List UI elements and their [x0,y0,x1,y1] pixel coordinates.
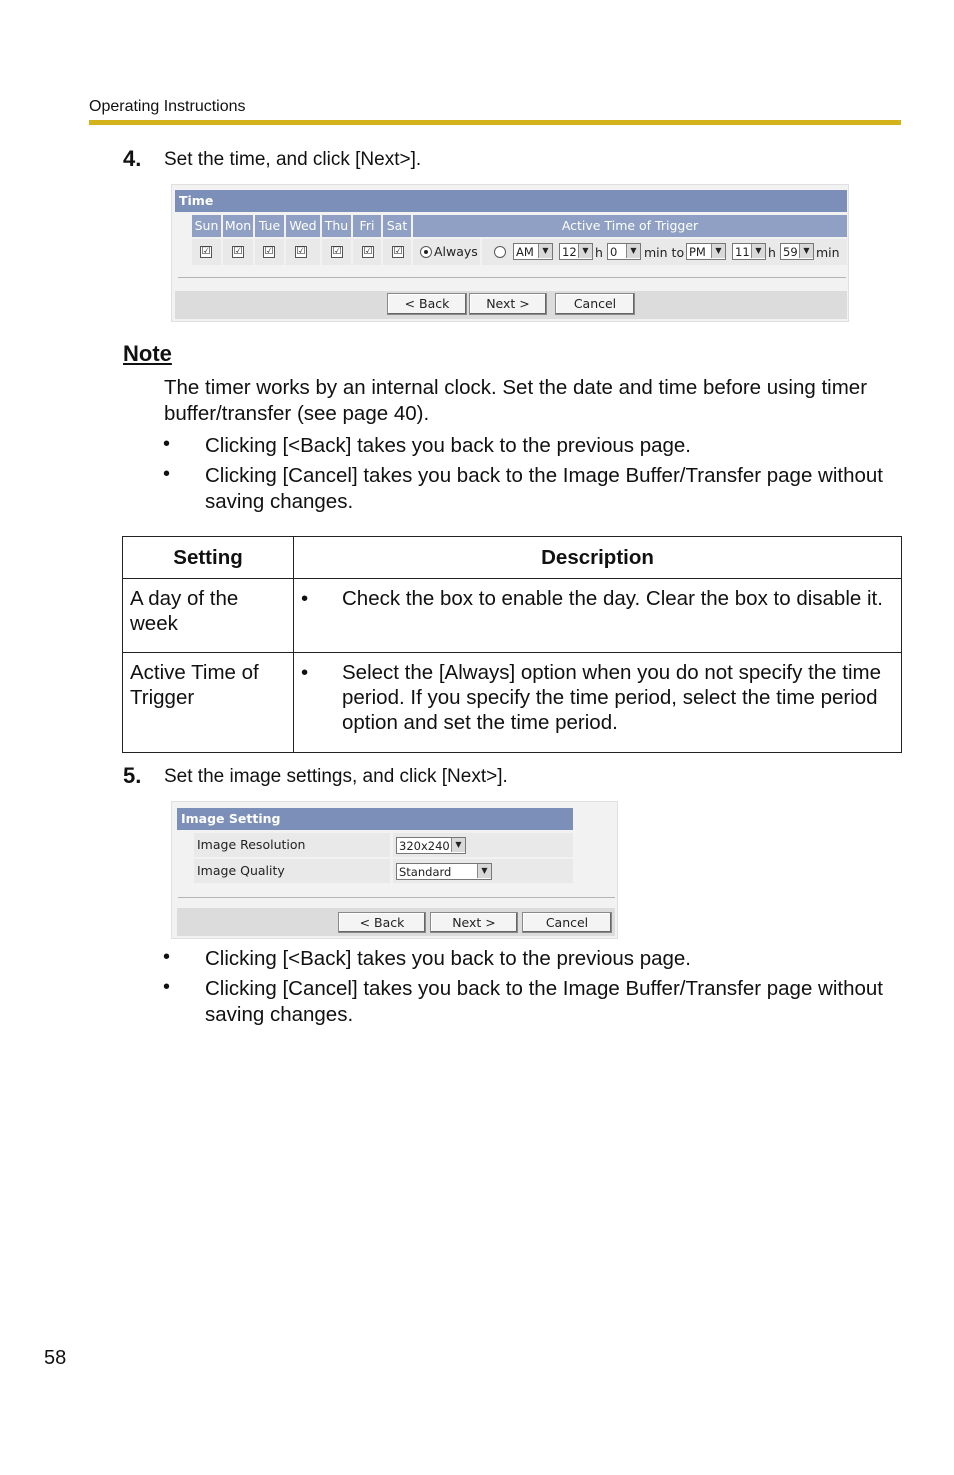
step-4-number: 4. [123,146,142,171]
resolution-label: Image Resolution [194,833,390,857]
sun-checkbox[interactable]: ☑ [201,246,211,257]
setting-cell: Active Time of Trigger [123,653,294,753]
page-number: 58 [44,1347,67,1369]
always-label: Always [434,244,478,259]
thu-checkbox[interactable]: ☑ [332,246,342,257]
day-header-wed: Wed [286,215,320,237]
from-hour-select[interactable]: 12 ▼ [559,243,593,260]
note-bullet-1: Clicking [<Back] takes you back to the previous page. [205,434,692,457]
active-time-header: Active Time of Trigger [413,215,847,237]
radio-dot-icon [424,250,428,254]
time-period-cell [482,239,847,265]
next-button[interactable]: Next > [469,293,547,315]
back-button[interactable]: < Back [338,912,426,933]
day-header-fri: Fri [353,215,381,237]
always-option-cell [413,239,480,265]
day-header-tue: Tue [255,215,284,237]
bullet-icon: • [301,661,309,684]
time-period-radio[interactable] [494,246,506,258]
table-row [123,579,902,653]
day-header-thu: Thu [322,215,351,237]
cancel-button[interactable]: Cancel [522,912,612,933]
setting-cell: A day of the week [123,579,294,653]
note-paragraph: The timer works by an internal clock. Set the date and time before using timer buffer/transfer (see page 40). [164,376,868,425]
day-header-sun: Sun [192,215,221,237]
to-minute-select[interactable]: 59 ▼ [780,243,814,260]
dropdown-arrow-icon: ▼ [451,838,465,852]
bullet-icon: • [163,433,171,455]
step-5-text: Set the image settings, and click [Next>]. [164,766,508,787]
running-header: Operating Instructions [89,98,246,115]
tue-checkbox[interactable]: ☑ [264,246,274,257]
dropdown-arrow-icon: ▼ [477,864,491,878]
dropdown-arrow-icon: ▼ [751,244,765,258]
min-unit-label: min [816,245,840,260]
table-header-description: Description [294,537,902,579]
day-header-mon: Mon [223,215,253,237]
step-4-text: Set the time, and click [Next>]. [164,149,422,170]
back-button[interactable]: < Back [387,293,467,315]
step5-bullet-1: Clicking [<Back] takes you back to the previous page. [205,947,692,970]
min-to-label: min to [644,245,685,260]
quality-label: Image Quality [194,859,390,883]
step5-bullet-2: Clicking [Cancel] takes you back to the Image Buffer/Transfer page without saving changes. [205,977,883,1026]
bullet-icon: • [163,946,171,968]
from-ampm-select[interactable]: AM ▼ [513,243,553,260]
time-settings-panel [171,184,849,322]
resolution-cell [393,833,573,857]
divider [178,897,615,898]
description-cell: • Select the [Always] option when you do not specify the time period. If you specify the time period, select the time period option and set the time period. [294,653,902,753]
fri-checkbox[interactable]: ☑ [363,246,373,257]
divider [178,277,846,278]
sat-checkbox[interactable]: ☑ [393,246,403,257]
table-header-setting: Setting [123,537,294,579]
hour-unit-label: h [595,245,603,260]
always-radio[interactable] [420,246,432,258]
time-panel-title: Time [175,190,847,212]
mon-checkbox[interactable]: ☑ [233,246,243,257]
dropdown-arrow-icon: ▼ [578,244,592,258]
cancel-button[interactable]: Cancel [555,293,635,315]
note-bullet-2: Clicking [Cancel] takes you back to the Image Buffer/Transfer page without saving changes. [205,464,883,513]
dropdown-arrow-icon: ▼ [799,244,813,258]
hour-unit-label-2: h [768,245,776,260]
to-hour-select[interactable]: 11 ▼ [732,243,766,260]
image-panel-title: Image Setting [177,808,573,830]
to-ampm-select[interactable]: PM ▼ [686,243,726,260]
note-heading: Note [123,341,172,366]
quality-select[interactable]: Standard ▼ [396,863,492,880]
dropdown-arrow-icon: ▼ [626,244,640,258]
dropdown-arrow-icon: ▼ [711,244,725,258]
bullet-icon: • [163,976,171,998]
description-cell: • Check the box to enable the day. Clear the box to disable it. [294,579,902,653]
table-row [123,653,902,753]
wed-checkbox[interactable]: ☑ [296,246,306,257]
dropdown-arrow-icon: ▼ [538,244,552,258]
settings-table [122,536,902,753]
bullet-icon: • [301,587,309,610]
day-header-sat: Sat [383,215,411,237]
bullet-icon: • [163,463,171,485]
quality-cell [393,859,573,883]
next-button[interactable]: Next > [430,912,518,933]
resolution-select[interactable]: 320x240 ▼ [396,837,466,854]
from-minute-select[interactable]: 0 ▼ [607,243,641,260]
image-settings-panel [171,801,618,939]
header-rule [89,120,901,125]
step-5-number: 5. [123,763,142,788]
